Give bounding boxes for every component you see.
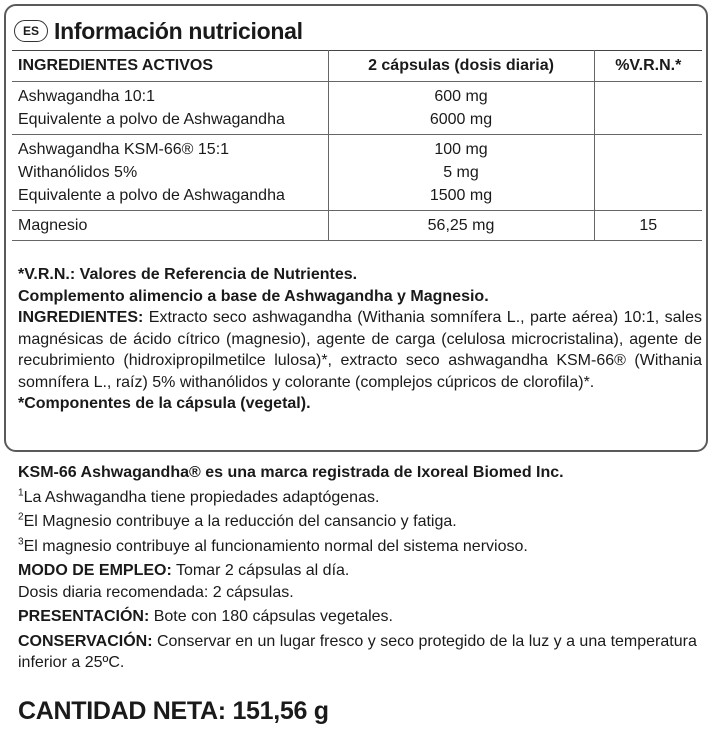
footnote-number: 2 [18,511,24,523]
dose-cell [328,82,594,135]
footnote-number: 3 [18,536,24,548]
dose-line: 600 mg [434,88,488,105]
column-header-dose: 2 cápsulas (dosis diaria) [328,51,594,82]
footnote-number: 1 [18,487,24,499]
dose-line: 56,25 mg [427,217,495,234]
vrn-cell [594,82,702,135]
footnote-item [18,536,698,558]
ingredient-cell [12,135,328,211]
dose-cell [328,211,594,241]
ingredients-text: Extracto seco ashwagandha (Withania somnífera L., parte aérea) 10:1, sales magnésicas de ácido cítrico (magnesio), agente de carga (celulosa microcristalina), agente de recubrimiento (hidroxipropilmetilce lulosa)*, extracto seco ashwagandha KSM-66® (Withania somnífera L., raíz) 5% withanólidos y colorante (complejos cúpricos de clorofila)*. [18,309,702,391]
net-quantity: CANTIDAD NETA: 151,56 g [18,697,329,725]
ingredient-line: Ashwagandha KSM-66® 15:1 [18,141,230,158]
ingredient-line: Ashwagandha 10:1 [18,88,155,105]
table-header-row [12,51,702,82]
ingredients-paragraph [18,307,702,393]
capsule-components-note: *Componentes de la cápsula (vegetal). [18,395,311,412]
dose-line: 1500 mg [429,187,493,204]
vrn-cell [594,135,702,211]
presentation-text: Bote con 180 cápsulas vegetales. [149,608,393,625]
footnote-text: La Ashwagandha tiene propiedades adaptógenas. [23,488,380,506]
ingredient-line: Withanólidos 5% [18,164,138,181]
usage-label: MODO DE EMPLEO: [18,562,172,579]
panel-title: Información nutricional [54,17,303,44]
vrn-definition: *V.R.N.: Valores de Referencia de Nutrientes. [18,266,358,283]
title-row [14,16,303,46]
ingredient-line: Equivalente a polvo de Ashwagandha [18,187,285,204]
usage-text: Tomar 2 cápsulas al día. [171,562,350,579]
column-header-ingredients: INGREDIENTES ACTIVOS [12,51,328,82]
table-row [12,82,702,135]
nutrition-table [12,50,702,241]
dose-cell [328,135,594,211]
ingredients-label: INGREDIENTES: [18,309,144,326]
nutrition-panel [4,4,708,452]
ingredient-cell [12,82,328,135]
ingredient-cell [12,211,328,241]
ingredient-line: Equivalente a polvo de Ashwagandha [18,111,285,128]
table-row [12,211,702,241]
dose-line: 6000 mg [429,111,493,128]
panel-notes [18,264,702,415]
product-info [18,462,698,674]
trademark-note: KSM-66 Ashwagandha® es una marca registrada de Ixoreal Biomed Inc. [18,464,564,481]
presentation-info [18,606,698,628]
footnote-text: El magnesio contribuye al funcionamiento normal del sistema nervioso. [23,537,528,555]
footnote-item [18,487,698,509]
ingredient-line: Magnesio [18,217,88,234]
column-header-vrn: %V.R.N.* [594,51,702,82]
vrn-cell: 15 [594,211,702,241]
complement-description: Complemento alimencio a base de Ashwagandha y Magnesio. [18,287,489,305]
footnote-text: El Magnesio contribuye a la reducción del cansancio y fatiga. [23,513,457,530]
presentation-label: PRESENTACIÓN: [18,608,150,625]
recommended-dose: Dosis diaria recomendada: 2 cápsulas. [18,583,294,601]
dose-line: 5 mg [443,164,479,181]
conservation-info [18,631,698,674]
dose-line: 100 mg [434,141,488,158]
usage-instructions [18,560,698,582]
footnote-item [18,511,698,533]
language-badge: ES [14,20,48,42]
conservation-text: Conservar en un lugar fresco y seco protegido de la luz y a una temperatura inferior a 25ºC. [18,632,697,671]
table-row [12,135,702,211]
conservation-label: CONSERVACIÓN: [18,632,153,650]
